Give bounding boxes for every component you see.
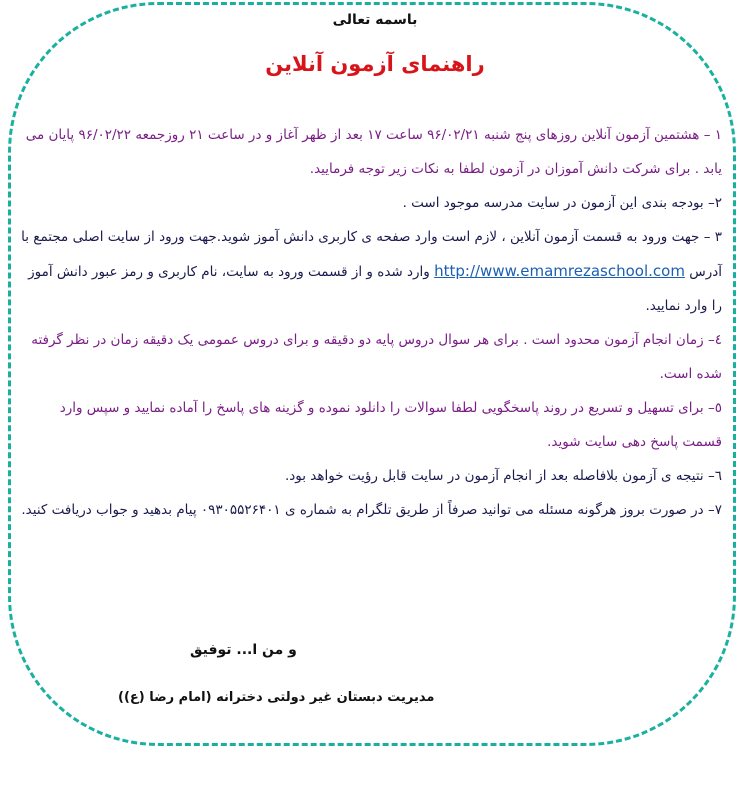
page-title: راهنمای آزمون آنلاین bbox=[265, 52, 485, 76]
instruction-item-3 bbox=[20, 220, 722, 323]
instruction-item-7: ۷– در صورت بروز هرگونه مسئله می توانید صرفاً از طریق تلگرام به شماره ی ۰۹۳۰۵۵۲۶۴۰۱ پیام بدهید و جواب دریافت کنید. bbox=[21, 502, 722, 518]
closing-phrase: و من ا... توفیق bbox=[190, 642, 297, 658]
signature-line: مدیریت دبستان غیر دولتی دخترانه (امام رضا (ع)) bbox=[118, 690, 435, 705]
school-website-link[interactable]: http://www.emamrezaschool.com bbox=[434, 262, 685, 280]
instruction-item-1: ۱ – هشتمین آزمون آنلاین روزهای پنج شنبه ۹۶/۰۲/۲۱ ساعت ۱۷ بعد از ظهر آغاز و در ساعت ۲۱ روزجمعه ۹۶/۰۲/۲۲ پایان می یابد . برای شرکت دانش آموزان در آزمون لطفا به نکات زیر توجه فرمایید. bbox=[25, 127, 722, 177]
instruction-item-3-before: ۳ – جهت ورود به قسمت آزمون آنلاین ، لازم است وارد صفحه ی کاربری دانش آموز شوید.جهت ورود از سایت اصلی مجتمع با آدرس bbox=[21, 229, 722, 280]
bismillah-heading: باسمه تعالی bbox=[332, 12, 418, 28]
instructions-list bbox=[20, 118, 722, 527]
instruction-item-5: ٥– برای تسهیل و تسریع در روند پاسخگویی لطفا سوالات را دانلود نموده و گزینه های پاسخ را آماده نمایید و سپس وارد قسمت پاسخ دهی سایت شوید. bbox=[59, 400, 722, 450]
instruction-item-6: ٦– نتیجه ی آزمون بلافاصله بعد از انجام آزمون در سایت قابل رؤیت خواهد بود. bbox=[284, 468, 722, 484]
instruction-item-2: ۲– بودجه بندی این آزمون در سایت مدرسه موجود است . bbox=[402, 195, 722, 211]
instruction-item-4: ٤– زمان انجام آزمون محدود است . برای هر سوال دروس پایه دو دقیقه و برای دروس عمومی یک دقیقه زمان در نظر گرفته شده است. bbox=[31, 332, 722, 382]
instruction-item-3-after: وارد شده و از قسمت ورود به سایت، نام کاربری و رمز عبور دانش آموز را وارد نمایید. bbox=[28, 264, 722, 314]
